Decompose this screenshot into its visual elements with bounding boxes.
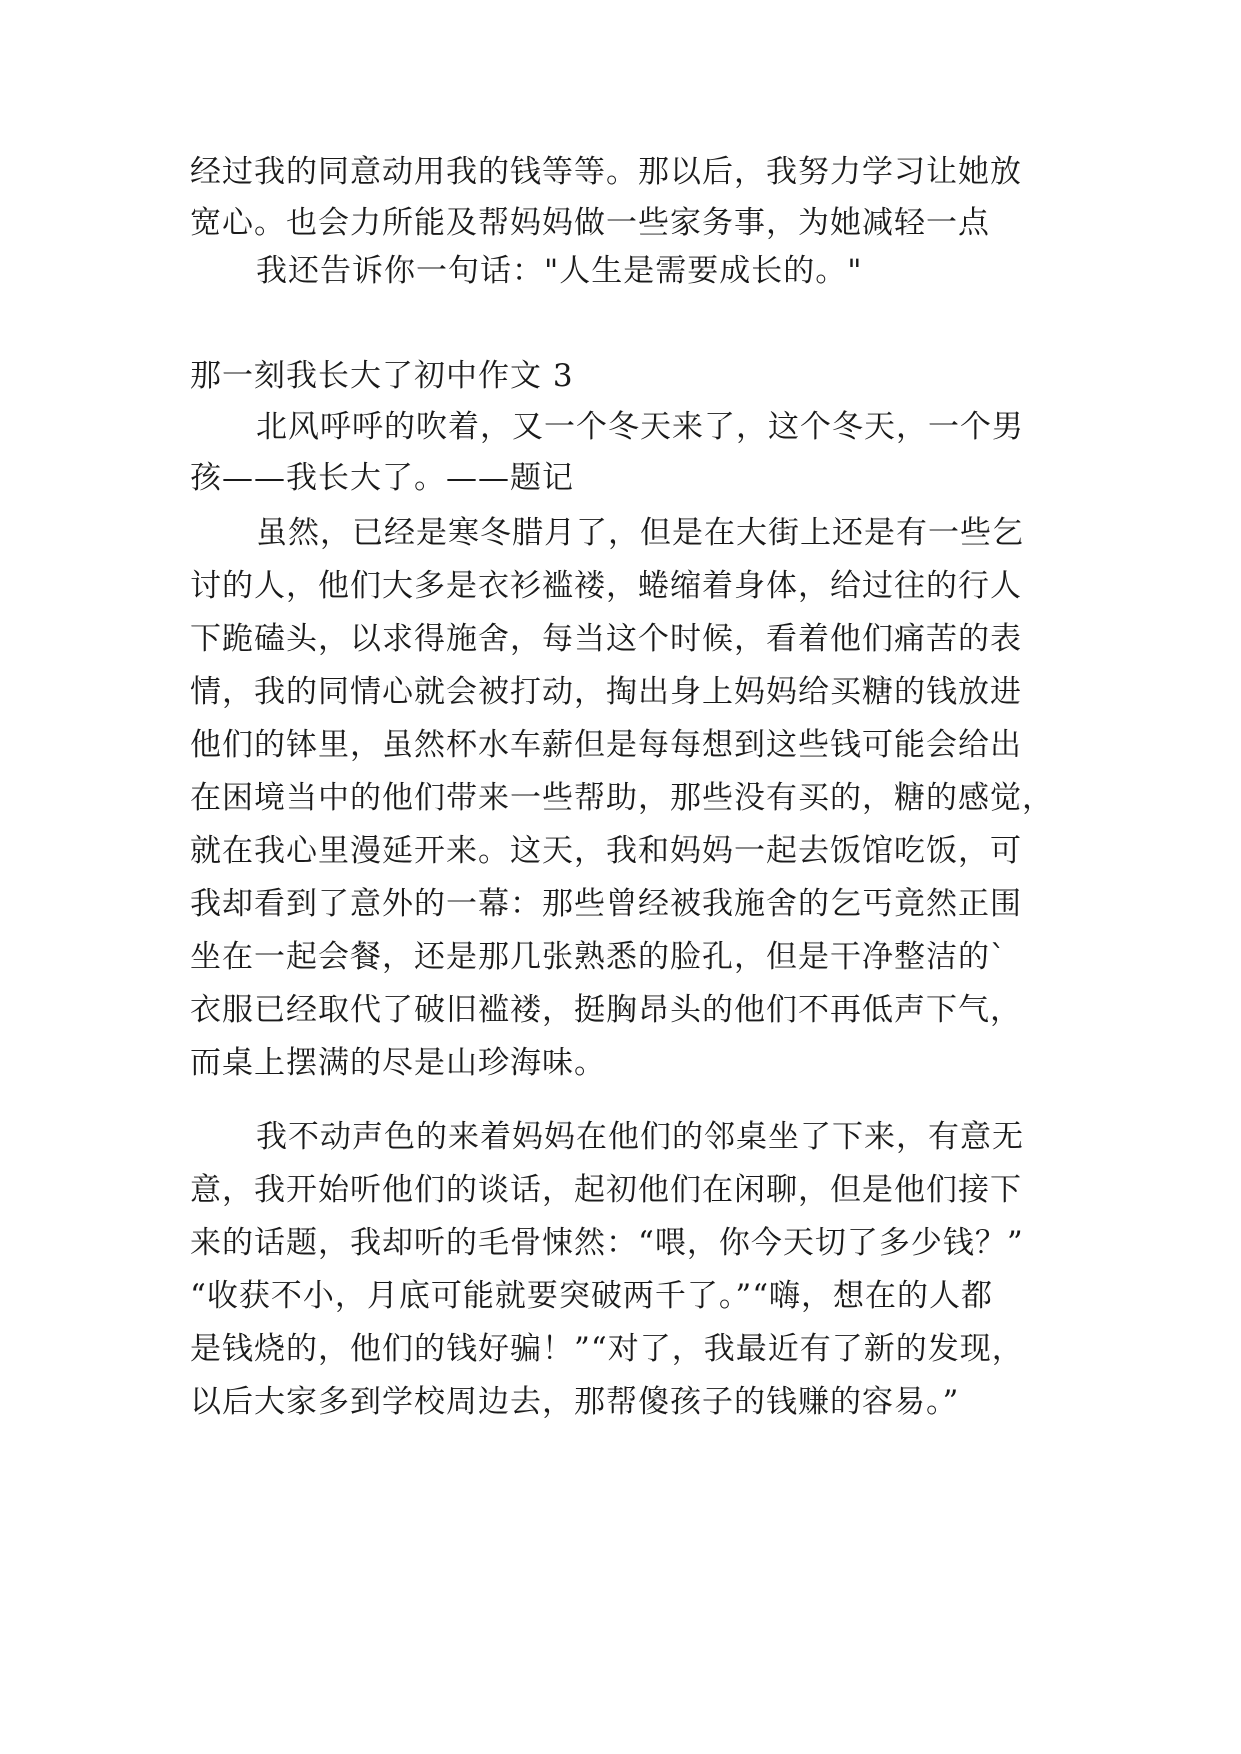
text-line: 北风呼呼的吹着，又一个冬天来了，这个冬天，一个男 <box>256 409 1024 445</box>
text-line: 在困境当中的他们带来一些帮助，那些没有买的，糖的感觉， <box>190 780 1054 816</box>
text-line: 而桌上摆满的尽是山珍海味。 <box>190 1045 606 1081</box>
section-heading: 那一刻我长大了初中作文 3 <box>190 358 574 394</box>
text-line: 意，我开始听他们的谈话，起初他们在闲聊，但是他们接下 <box>190 1172 1022 1208</box>
text-line: 讨的人，他们大多是衣衫褴褛，蜷缩着身体，给过往的行人 <box>190 568 1022 604</box>
text-line: 虽然，已经是寒冬腊月了，但是在大街上还是有一些乞 <box>256 515 1024 551</box>
text-line: 以后大家多到学校周边去，那帮傻孩子的钱赚的容易。” <box>190 1384 960 1420</box>
text-line: 就在我心里漫延开来。这天，我和妈妈一起去饭馆吃饭，可 <box>190 833 1022 869</box>
text-line: 宽心。也会力所能及帮妈妈做一些家务事，为她减轻一点 <box>190 205 990 241</box>
text-line: 我还告诉你一句话："人生是需要成长的。" <box>256 253 863 289</box>
text-line: 下跪磕头，以求得施舍，每当这个时候，看着他们痛苦的表 <box>190 621 1022 657</box>
text-line: 孩——我长大了。——题记 <box>190 460 574 496</box>
text-line: 他们的钵里，虽然杯水车薪但是每每想到这些钱可能会给出 <box>190 727 1022 763</box>
text-line: 我却看到了意外的一幕：那些曾经被我施舍的乞丐竟然正围 <box>190 886 1022 922</box>
text-line: 是钱烧的，他们的钱好骗！”“对了，我最近有了新的发现， <box>190 1331 1024 1367</box>
text-line: 情，我的同情心就会被打动，掏出身上妈妈给买糖的钱放进 <box>190 674 1022 710</box>
text-line: 我不动声色的来着妈妈在他们的邻桌坐了下来，有意无 <box>256 1119 1024 1155</box>
text-line: 经过我的同意动用我的钱等等。那以后，我努力学习让她放 <box>190 154 1022 190</box>
text-line: 衣服已经取代了破旧褴褛，挺胸昂头的他们不再低声下气， <box>190 992 1022 1028</box>
text-line: 坐在一起会餐，还是那几张熟悉的脸孔，但是干净整洁的` <box>190 939 1007 975</box>
text-line: “收获不小，月底可能就要突破两千了。”“嗨，想在的人都 <box>190 1278 994 1314</box>
text-line: 来的话题，我却听的毛骨悚然：“喂，你今天切了多少钱？” <box>190 1225 1024 1261</box>
